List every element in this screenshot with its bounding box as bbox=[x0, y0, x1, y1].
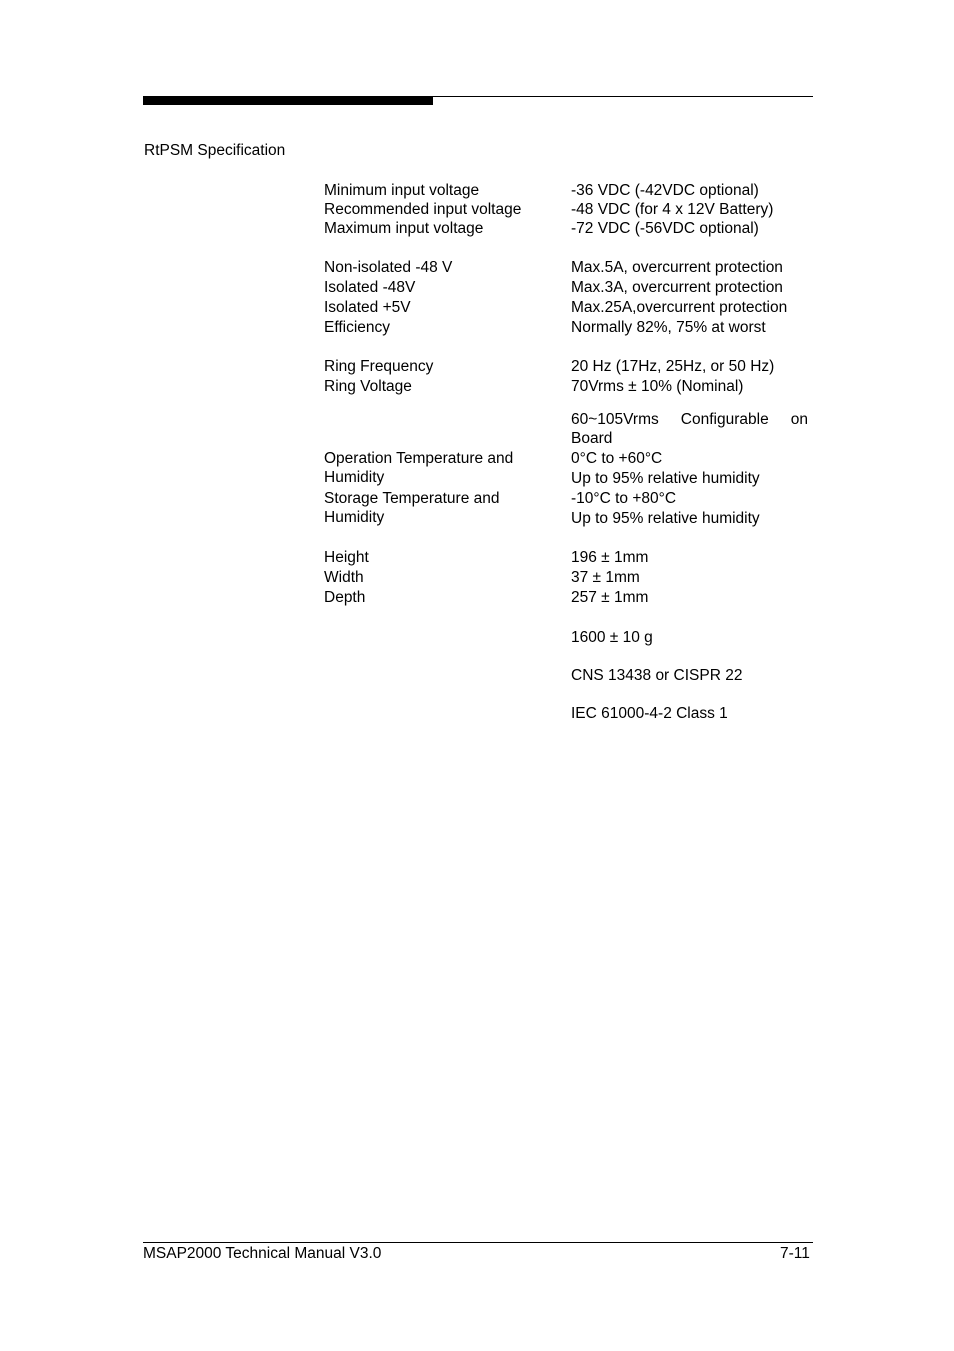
footer-page-number: 7-11 bbox=[780, 1245, 810, 1262]
spec-label-ring-frequency: Ring Frequency bbox=[324, 358, 434, 375]
spec-value-operation-humidity: Up to 95% relative humidity bbox=[571, 470, 760, 487]
spec-value-rec-input-voltage: -48 VDC (for 4 x 12V Battery) bbox=[571, 201, 774, 218]
spec-value-non-isolated-48v: Max.5A, overcurrent protection bbox=[571, 259, 783, 276]
spec-value-esd: IEC 61000-4-2 Class 1 bbox=[571, 705, 728, 722]
spec-label-storage-temp: Storage Temperature and bbox=[324, 490, 500, 507]
footer-rule bbox=[143, 1242, 813, 1243]
spec-value-ring-frequency: 20 Hz (17Hz, 25Hz, or 50 Hz) bbox=[571, 358, 775, 375]
spec-value-weight: 1600 ± 10 g bbox=[571, 629, 653, 646]
ring-config-word-2: Configurable bbox=[680, 411, 769, 428]
spec-label-operation-humidity: Humidity bbox=[324, 469, 385, 486]
spec-label-max-input-voltage: Maximum input voltage bbox=[324, 220, 484, 237]
spec-value-emi: CNS 13438 or CISPR 22 bbox=[571, 667, 743, 684]
spec-value-height: 196 ± 1mm bbox=[571, 549, 649, 566]
spec-value-storage-humidity: Up to 95% relative humidity bbox=[571, 510, 760, 527]
ring-config-word-1: 60~105Vrms bbox=[571, 411, 659, 428]
spec-value-ring-config-line2: Board bbox=[571, 430, 613, 447]
spec-label-operation-temp: Operation Temperature and bbox=[324, 450, 514, 467]
spec-value-min-input-voltage: -36 VDC (-42VDC optional) bbox=[571, 182, 759, 199]
spec-label-depth: Depth bbox=[324, 589, 366, 606]
ring-config-word-3: on bbox=[790, 411, 808, 428]
spec-label-storage-humidity: Humidity bbox=[324, 509, 385, 526]
spec-label-height: Height bbox=[324, 549, 369, 566]
spec-value-storage-temp: -10°C to +80°C bbox=[571, 490, 677, 507]
footer-manual-title: MSAP2000 Technical Manual V3.0 bbox=[143, 1245, 382, 1262]
spec-label-ring-voltage: Ring Voltage bbox=[324, 378, 412, 395]
spec-label-rec-input-voltage: Recommended input voltage bbox=[324, 201, 522, 218]
spec-value-ring-voltage: 70Vrms ± 10% (Nominal) bbox=[571, 378, 744, 395]
spec-label-width: Width bbox=[324, 569, 364, 586]
spec-value-depth: 257 ± 1mm bbox=[571, 589, 649, 606]
section-title: RtPSM Specification bbox=[144, 142, 286, 159]
spec-label-efficiency: Efficiency bbox=[324, 319, 391, 336]
spec-label-isolated-5v: Isolated +5V bbox=[324, 299, 411, 316]
header-rule-thick bbox=[143, 96, 433, 105]
spec-value-max-input-voltage: -72 VDC (-56VDC optional) bbox=[571, 220, 759, 237]
spec-label-min-input-voltage: Minimum input voltage bbox=[324, 182, 480, 199]
spec-value-isolated-48v: Max.3A, overcurrent protection bbox=[571, 279, 783, 296]
spec-label-isolated-48v: Isolated -48V bbox=[324, 279, 416, 296]
spec-value-operation-temp: 0°C to +60°C bbox=[571, 450, 663, 467]
spec-value-width: 37 ± 1mm bbox=[571, 569, 640, 586]
spec-value-efficiency: Normally 82%, 75% at worst bbox=[571, 319, 766, 336]
spec-value-isolated-5v: Max.25A,overcurrent protection bbox=[571, 299, 788, 316]
spec-value-ring-config bbox=[571, 410, 808, 429]
spec-label-non-isolated-48v: Non-isolated -48 V bbox=[324, 259, 453, 276]
